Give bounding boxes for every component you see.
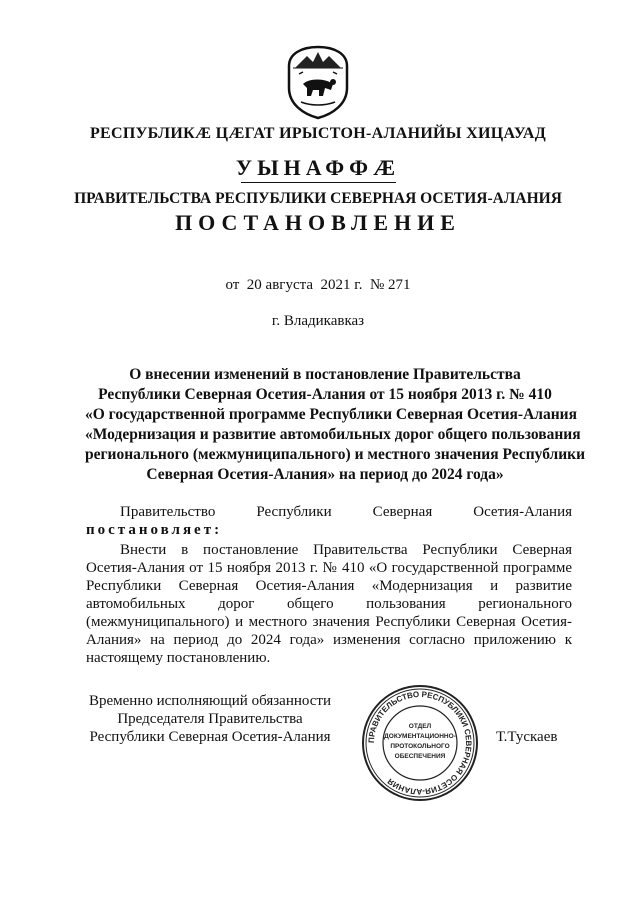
seal-center-line: ДОКУМЕНТАЦИОННО- [384,733,456,740]
seal-center-line: ПРОТОКОЛЬНОГО [390,743,450,750]
signatory-position-line: Председателя Правительства [117,711,303,727]
title-line: регионального (межмуниципального) и местного значения Республики [85,446,586,463]
title-line: «Модернизация и развитие автомобильных дорог общего пользования [85,426,581,443]
seal-ring-text: ПРАВИТЕЛЬСТВО РЕСПУБЛИКИ СЕВЕРНАЯ ОСЕТИЯ-АЛАНИЯ [366,689,474,797]
title-line: «О государственной программе Республики Северная Осетия-Алания [85,406,577,423]
header-unaffae: УЫНАФФӔ [235,155,401,180]
body-paragraph-2-line: Республики Северная Осетия-Алания «Модернизация и развитие [86,578,572,594]
header-government: ПРАВИТЕЛЬСТВА РЕСПУБЛИКИ СЕВЕРНАЯ ОСЕТИЯ-АЛАНИЯ [74,190,562,207]
official-seal-stamp [361,684,479,802]
body-resolves: постановляет: [86,522,223,538]
title-line: Республики Северная Осетия-Алания от 15 ноября 2013 г. № 410 [98,386,552,403]
document-type-title: ПОСТАНОВЛЕНИЕ [175,210,461,235]
title-line: О внесении изменений в постановление Правительства [129,366,521,383]
header-divider [241,182,396,183]
header-line-ossetian: РЕСПУБЛИКӔ ЦӔГАТ ИРЫСТОН-АЛАНИЙЫ ХИЦАУАД [89,125,547,142]
seal-center-line: ОТДЕЛ [408,723,432,730]
body-paragraph-2-line: (межмуниципального) и местного значения Республики Северная Осетия- [86,614,572,630]
body-paragraph-2-line: Алания» на период до 2024 года» изменения согласно приложению к [86,632,572,648]
body-paragraph-1-line: Правительство Республики Северная Осетия-Алания [120,504,572,520]
body-paragraph-2-line: настоящему постановлению. [86,650,271,666]
body-paragraph-2-line: Осетия-Алания от 15 ноября 2013 г. № 410 «О государственной программе [86,560,572,576]
seal-center-line: ОБЕСПЕЧЕНИЯ [394,753,446,760]
signatory-name: Т.Тускаев [496,729,558,745]
body-paragraph-2-line: автомобильных дорог общего пользования регионального [86,596,572,612]
document-date-number: от 20 августа 2021 г. № 271 [225,277,411,293]
coat-of-arms-emblem [285,44,351,120]
document-title [85,365,586,485]
signatory-position-line: Республики Северная Осетия-Алания [89,729,331,745]
document-city: г. Владикавказ [271,313,365,329]
body-paragraph-2-line: Внести в постановление Правительства Республики Северная [120,542,572,558]
signatory-position-line: Временно исполняющий обязанности [88,693,331,709]
title-line: Северная Осетия-Алания» на период до 2024 года» [146,466,504,483]
